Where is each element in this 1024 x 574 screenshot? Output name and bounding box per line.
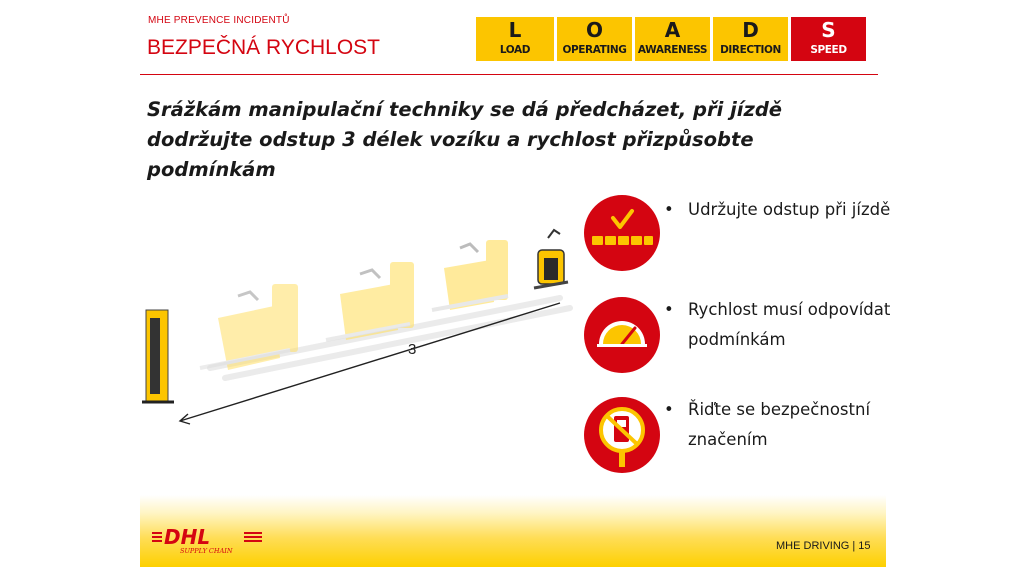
load-step-o [557,17,632,61]
load-step-word: SPEED [810,44,847,56]
load-step-l [476,17,554,61]
truck-distance-illustration [140,218,580,433]
page-label: MHE DRIVING | 15 [776,540,871,552]
load-step-word: OPERATING [562,44,627,56]
bullet-dot: • [664,200,674,219]
bullet-item [664,395,894,455]
load-step-letter: S [821,18,836,42]
slide-title: BEZPEČNÁ RYCHLOST [147,36,380,59]
load-step-letter: A [664,18,681,42]
no-phone-icon [583,396,661,474]
bullet-text: Řiďte se bezpečnostní značením [688,400,871,449]
faded-truck-icon [432,240,508,310]
headline: Srážkám manipulační techniky se dá předcházet, při jízdě dodržujte odstup 3 délek vozíku a rychlost přizpůsobte podmínkám [147,98,782,181]
load-step-d [713,17,788,61]
load-step-letter: L [508,18,522,42]
bullet-item [664,295,894,355]
speedometer-icon [583,296,661,374]
load-steps-bar [476,17,869,61]
load-step-word: LOAD [499,44,531,56]
load-step-letter: O [585,18,603,42]
load-step-word: DIRECTION [720,44,781,56]
bullet-text: Rychlost musí odpovídat podmínkám [688,300,891,349]
faded-truck-icon [200,284,298,370]
section-kicker: MHE PREVENCE INCIDENTŮ [148,15,290,26]
distance-label: 3 [408,341,417,358]
load-step-letter: D [742,18,759,42]
load-step-word: AWARENESS [637,44,708,56]
bullet-item [664,195,894,225]
bullet-text: Udržujte odstup při jízdě [688,200,891,219]
following-truck-icon [534,230,568,288]
check-trucks-icon [583,194,661,272]
leading-truck-icon [142,310,174,402]
bullet-dot: • [664,300,674,319]
logo-tagline: SUPPLY CHAIN [180,547,233,555]
header-divider [140,74,878,75]
logo-text: DHL [164,525,211,549]
load-step-a [635,17,710,61]
dhl-logo [152,522,264,556]
bullet-dot: • [664,400,674,419]
load-step-s [791,17,866,61]
